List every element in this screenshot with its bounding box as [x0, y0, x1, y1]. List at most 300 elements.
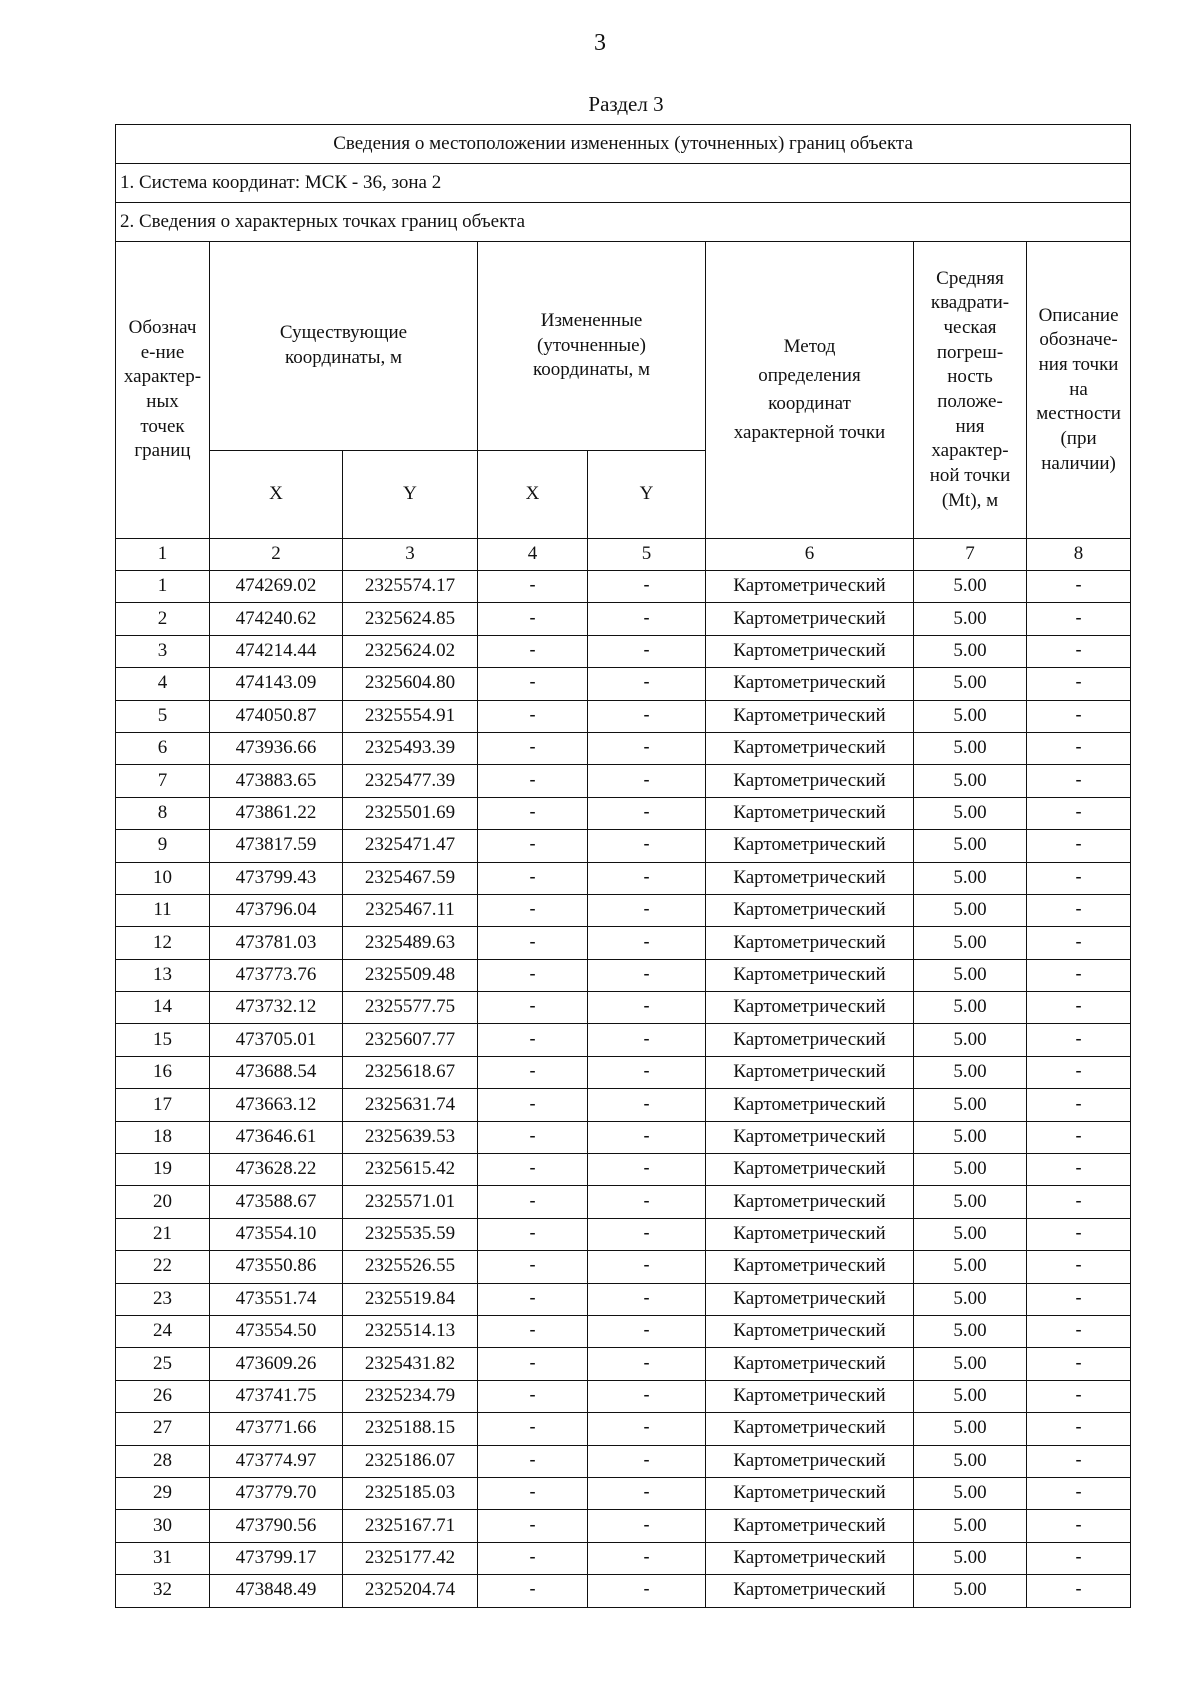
existing-y-cell: 2325554.91: [343, 700, 478, 732]
page-number: 3: [594, 30, 606, 56]
existing-x-cell: 473799.43: [210, 862, 343, 894]
description-cell: -: [1027, 1510, 1131, 1542]
table-row: [116, 603, 1131, 635]
table-row: [116, 1477, 1131, 1509]
table-row: [116, 1024, 1131, 1056]
changed-y-cell: -: [588, 1575, 706, 1607]
point-number-cell: 21: [116, 1218, 210, 1250]
method-cell: Картометрический: [706, 1154, 914, 1186]
points-section-header: 2. Сведения о характерных точках границ объекта: [116, 203, 1131, 242]
changed-y-cell: -: [588, 1348, 706, 1380]
description-cell: -: [1027, 732, 1131, 764]
existing-y-cell: 2325431.82: [343, 1348, 478, 1380]
header-changed-coordinates: Измененные (уточненные) координаты, м: [478, 242, 706, 451]
existing-x-cell: 473773.76: [210, 959, 343, 991]
mean-square-error-cell: 5.00: [914, 1154, 1027, 1186]
method-cell: Картометрический: [706, 1024, 914, 1056]
existing-y-cell: 2325519.84: [343, 1283, 478, 1315]
changed-y-cell: -: [588, 700, 706, 732]
changed-y-cell: -: [588, 1477, 706, 1509]
existing-x-cell: 473554.10: [210, 1218, 343, 1250]
changed-x-cell: -: [478, 797, 588, 829]
mean-square-error-cell: 5.00: [914, 635, 1027, 667]
mean-square-error-cell: 5.00: [914, 1024, 1027, 1056]
existing-y-cell: 2325624.85: [343, 603, 478, 635]
existing-y-cell: 2325631.74: [343, 1089, 478, 1121]
changed-y-cell: -: [588, 668, 706, 700]
description-cell: -: [1027, 1218, 1131, 1250]
changed-x-cell: -: [478, 1186, 588, 1218]
boundary-points-table: [115, 124, 1131, 1608]
point-number-cell: 22: [116, 1251, 210, 1283]
method-cell: Картометрический: [706, 1380, 914, 1412]
table-row: [116, 1056, 1131, 1088]
table-row: [116, 862, 1131, 894]
existing-x-cell: 473796.04: [210, 894, 343, 926]
mean-square-error-cell: 5.00: [914, 1121, 1027, 1153]
existing-x-cell: 473883.65: [210, 765, 343, 797]
existing-y-cell: 2325509.48: [343, 959, 478, 991]
changed-x-cell: -: [478, 765, 588, 797]
existing-y-cell: 2325204.74: [343, 1575, 478, 1607]
column-number: 6: [706, 539, 914, 571]
mean-square-error-cell: 5.00: [914, 700, 1027, 732]
existing-y-cell: 2325607.77: [343, 1024, 478, 1056]
description-cell: -: [1027, 1445, 1131, 1477]
existing-y-cell: 2325639.53: [343, 1121, 478, 1153]
mean-square-error-cell: 5.00: [914, 1283, 1027, 1315]
existing-y-cell: 2325574.17: [343, 571, 478, 603]
table-row: [116, 894, 1131, 926]
description-cell: -: [1027, 1089, 1131, 1121]
changed-y-cell: -: [588, 635, 706, 667]
changed-y-cell: -: [588, 571, 706, 603]
mean-square-error-cell: 5.00: [914, 1056, 1027, 1088]
mean-square-error-cell: 5.00: [914, 959, 1027, 991]
description-cell: -: [1027, 1477, 1131, 1509]
point-number-cell: 20: [116, 1186, 210, 1218]
point-number-cell: 9: [116, 830, 210, 862]
changed-x-cell: -: [478, 959, 588, 991]
point-number-cell: 4: [116, 668, 210, 700]
mean-square-error-cell: 5.00: [914, 571, 1027, 603]
column-number: 8: [1027, 539, 1131, 571]
method-cell: Картометрический: [706, 635, 914, 667]
table-row: [116, 1154, 1131, 1186]
changed-x-cell: -: [478, 732, 588, 764]
method-cell: Картометрический: [706, 700, 914, 732]
changed-x-cell: -: [478, 1218, 588, 1250]
table-row: [116, 830, 1131, 862]
description-cell: -: [1027, 959, 1131, 991]
existing-x-cell: 473936.66: [210, 732, 343, 764]
mean-square-error-cell: 5.00: [914, 603, 1027, 635]
existing-x-cell: 473817.59: [210, 830, 343, 862]
existing-y-cell: 2325618.67: [343, 1056, 478, 1088]
header-existing-x: X: [210, 451, 343, 539]
existing-y-cell: 2325186.07: [343, 1445, 478, 1477]
point-number-cell: 15: [116, 1024, 210, 1056]
method-cell: Картометрический: [706, 862, 914, 894]
changed-x-cell: -: [478, 1575, 588, 1607]
existing-x-cell: 473848.49: [210, 1575, 343, 1607]
point-number-cell: 12: [116, 927, 210, 959]
existing-y-cell: 2325501.69: [343, 797, 478, 829]
existing-x-cell: 474143.09: [210, 668, 343, 700]
description-cell: -: [1027, 1575, 1131, 1607]
column-number: 4: [478, 539, 588, 571]
changed-x-cell: -: [478, 992, 588, 1024]
method-cell: Картометрический: [706, 1283, 914, 1315]
existing-y-cell: 2325604.80: [343, 668, 478, 700]
changed-x-cell: -: [478, 1445, 588, 1477]
mean-square-error-cell: 5.00: [914, 1542, 1027, 1574]
method-cell: Картометрический: [706, 1575, 914, 1607]
changed-y-cell: -: [588, 1218, 706, 1250]
column-number: 7: [914, 539, 1027, 571]
section-title: Раздел 3: [588, 92, 664, 116]
column-number: 2: [210, 539, 343, 571]
description-cell: -: [1027, 894, 1131, 926]
existing-x-cell: 473741.75: [210, 1380, 343, 1412]
changed-x-cell: -: [478, 1024, 588, 1056]
existing-x-cell: 473551.74: [210, 1283, 343, 1315]
method-cell: Картометрический: [706, 765, 914, 797]
changed-x-cell: -: [478, 1348, 588, 1380]
description-cell: -: [1027, 1348, 1131, 1380]
changed-x-cell: -: [478, 1056, 588, 1088]
changed-y-cell: -: [588, 1445, 706, 1477]
changed-x-cell: -: [478, 1089, 588, 1121]
mean-square-error-cell: 5.00: [914, 894, 1027, 926]
existing-x-cell: 473790.56: [210, 1510, 343, 1542]
method-cell: Картометрический: [706, 571, 914, 603]
mean-square-error-cell: 5.00: [914, 1510, 1027, 1542]
description-cell: -: [1027, 1380, 1131, 1412]
point-number-cell: 23: [116, 1283, 210, 1315]
changed-y-cell: -: [588, 1315, 706, 1347]
existing-x-cell: 473771.66: [210, 1413, 343, 1445]
existing-y-cell: 2325467.59: [343, 862, 478, 894]
existing-x-cell: 473550.86: [210, 1251, 343, 1283]
description-cell: -: [1027, 992, 1131, 1024]
table-row: [116, 797, 1131, 829]
method-cell: Картометрический: [706, 992, 914, 1024]
table-row: [116, 1315, 1131, 1347]
method-cell: Картометрический: [706, 1413, 914, 1445]
changed-x-cell: -: [478, 1251, 588, 1283]
description-cell: -: [1027, 668, 1131, 700]
method-cell: Картометрический: [706, 1445, 914, 1477]
changed-x-cell: -: [478, 700, 588, 732]
changed-y-cell: -: [588, 1413, 706, 1445]
point-number-cell: 16: [116, 1056, 210, 1088]
mean-square-error-cell: 5.00: [914, 927, 1027, 959]
method-cell: Картометрический: [706, 959, 914, 991]
description-cell: -: [1027, 700, 1131, 732]
changed-x-cell: -: [478, 603, 588, 635]
changed-y-cell: -: [588, 862, 706, 894]
header-mean-square-error: Средняя квадрати- ческая погреш- ность положе- ния характер- ной точки (Mt), м: [914, 242, 1027, 539]
existing-y-cell: 2325577.75: [343, 992, 478, 1024]
point-number-cell: 26: [116, 1380, 210, 1412]
table-row: [116, 1251, 1131, 1283]
changed-x-cell: -: [478, 668, 588, 700]
changed-y-cell: -: [588, 927, 706, 959]
point-number-cell: 31: [116, 1542, 210, 1574]
point-number-cell: 27: [116, 1413, 210, 1445]
mean-square-error-cell: 5.00: [914, 1445, 1027, 1477]
description-cell: -: [1027, 927, 1131, 959]
changed-y-cell: -: [588, 992, 706, 1024]
changed-y-cell: -: [588, 1542, 706, 1574]
description-cell: -: [1027, 862, 1131, 894]
method-cell: Картометрический: [706, 1218, 914, 1250]
changed-y-cell: -: [588, 797, 706, 829]
changed-x-cell: -: [478, 1542, 588, 1574]
method-cell: Картометрический: [706, 894, 914, 926]
method-cell: Картометрический: [706, 1186, 914, 1218]
point-number-cell: 5: [116, 700, 210, 732]
existing-x-cell: 473779.70: [210, 1477, 343, 1509]
existing-y-cell: 2325624.02: [343, 635, 478, 667]
existing-x-cell: 474269.02: [210, 571, 343, 603]
changed-y-cell: -: [588, 765, 706, 797]
changed-y-cell: -: [588, 894, 706, 926]
changed-y-cell: -: [588, 830, 706, 862]
description-cell: -: [1027, 1283, 1131, 1315]
point-number-cell: 18: [116, 1121, 210, 1153]
header-changed-y: Y: [588, 451, 706, 539]
column-number: 3: [343, 539, 478, 571]
existing-x-cell: 473732.12: [210, 992, 343, 1024]
changed-x-cell: -: [478, 1121, 588, 1153]
table-row: [116, 927, 1131, 959]
point-number-cell: 32: [116, 1575, 210, 1607]
existing-y-cell: 2325514.13: [343, 1315, 478, 1347]
mean-square-error-cell: 5.00: [914, 1575, 1027, 1607]
table-row: [116, 992, 1131, 1024]
changed-y-cell: -: [588, 1121, 706, 1153]
existing-y-cell: 2325493.39: [343, 732, 478, 764]
changed-y-cell: -: [588, 1510, 706, 1542]
table-row: [116, 1445, 1131, 1477]
point-number-cell: 7: [116, 765, 210, 797]
description-cell: -: [1027, 1413, 1131, 1445]
description-cell: -: [1027, 635, 1131, 667]
mean-square-error-cell: 5.00: [914, 765, 1027, 797]
changed-y-cell: -: [588, 1186, 706, 1218]
point-number-cell: 10: [116, 862, 210, 894]
description-cell: -: [1027, 1121, 1131, 1153]
method-cell: Картометрический: [706, 1056, 914, 1088]
existing-y-cell: 2325477.39: [343, 765, 478, 797]
changed-y-cell: -: [588, 1089, 706, 1121]
table-row: [116, 700, 1131, 732]
table-row: [116, 1575, 1131, 1607]
table-row: [116, 1348, 1131, 1380]
table-row: [116, 1413, 1131, 1445]
mean-square-error-cell: 5.00: [914, 668, 1027, 700]
table-row: [116, 1542, 1131, 1574]
header-existing-y: Y: [343, 451, 478, 539]
method-cell: Картометрический: [706, 1251, 914, 1283]
changed-x-cell: -: [478, 1477, 588, 1509]
description-cell: -: [1027, 830, 1131, 862]
existing-x-cell: 474050.87: [210, 700, 343, 732]
point-number-cell: 24: [116, 1315, 210, 1347]
changed-y-cell: -: [588, 1251, 706, 1283]
point-number-cell: 25: [116, 1348, 210, 1380]
point-number-cell: 1: [116, 571, 210, 603]
mean-square-error-cell: 5.00: [914, 1251, 1027, 1283]
description-cell: -: [1027, 1315, 1131, 1347]
point-number-cell: 6: [116, 732, 210, 764]
table-row: [116, 1186, 1131, 1218]
point-number-cell: 17: [116, 1089, 210, 1121]
existing-y-cell: 2325177.42: [343, 1542, 478, 1574]
point-number-cell: 28: [116, 1445, 210, 1477]
method-cell: Картометрический: [706, 1315, 914, 1347]
existing-y-cell: 2325535.59: [343, 1218, 478, 1250]
mean-square-error-cell: 5.00: [914, 862, 1027, 894]
changed-y-cell: -: [588, 732, 706, 764]
changed-x-cell: -: [478, 862, 588, 894]
existing-x-cell: 473799.17: [210, 1542, 343, 1574]
point-number-cell: 8: [116, 797, 210, 829]
table-row: [116, 1510, 1131, 1542]
existing-x-cell: 473705.01: [210, 1024, 343, 1056]
changed-y-cell: -: [588, 1154, 706, 1186]
existing-x-cell: 473646.61: [210, 1121, 343, 1153]
existing-x-cell: 473781.03: [210, 927, 343, 959]
table-title: Сведения о местоположении измененных (уточненных) границ объекта: [116, 125, 1131, 164]
changed-x-cell: -: [478, 1315, 588, 1347]
existing-x-cell: 473554.50: [210, 1315, 343, 1347]
description-cell: -: [1027, 1056, 1131, 1088]
existing-x-cell: 473663.12: [210, 1089, 343, 1121]
method-cell: Картометрический: [706, 1348, 914, 1380]
method-cell: Картометрический: [706, 1121, 914, 1153]
method-cell: Картометрический: [706, 732, 914, 764]
changed-y-cell: -: [588, 959, 706, 991]
mean-square-error-cell: 5.00: [914, 1413, 1027, 1445]
table-row: [116, 571, 1131, 603]
existing-x-cell: 473774.97: [210, 1445, 343, 1477]
description-cell: -: [1027, 1186, 1131, 1218]
description-cell: -: [1027, 1251, 1131, 1283]
header-changed-x: X: [478, 451, 588, 539]
changed-y-cell: -: [588, 1024, 706, 1056]
existing-y-cell: 2325615.42: [343, 1154, 478, 1186]
changed-x-cell: -: [478, 571, 588, 603]
existing-y-cell: 2325526.55: [343, 1251, 478, 1283]
existing-y-cell: 2325188.15: [343, 1413, 478, 1445]
existing-y-cell: 2325467.11: [343, 894, 478, 926]
existing-x-cell: 473861.22: [210, 797, 343, 829]
point-number-cell: 3: [116, 635, 210, 667]
existing-x-cell: 474240.62: [210, 603, 343, 635]
existing-y-cell: 2325234.79: [343, 1380, 478, 1412]
column-number: 1: [116, 539, 210, 571]
mean-square-error-cell: 5.00: [914, 830, 1027, 862]
mean-square-error-cell: 5.00: [914, 1380, 1027, 1412]
description-cell: -: [1027, 1024, 1131, 1056]
changed-y-cell: -: [588, 1380, 706, 1412]
description-cell: -: [1027, 797, 1131, 829]
table-row: [116, 1121, 1131, 1153]
method-cell: Картометрический: [706, 797, 914, 829]
changed-x-cell: -: [478, 894, 588, 926]
header-description: Описание обозначе- ния точки на местности (при наличии): [1027, 242, 1131, 539]
mean-square-error-cell: 5.00: [914, 1218, 1027, 1250]
column-numbers-row: [116, 539, 1131, 571]
mean-square-error-cell: 5.00: [914, 1477, 1027, 1509]
existing-x-cell: 473628.22: [210, 1154, 343, 1186]
existing-y-cell: 2325167.71: [343, 1510, 478, 1542]
point-number-cell: 30: [116, 1510, 210, 1542]
table-row: [116, 732, 1131, 764]
point-number-cell: 29: [116, 1477, 210, 1509]
existing-x-cell: 473588.67: [210, 1186, 343, 1218]
existing-x-cell: 473688.54: [210, 1056, 343, 1088]
table-row: [116, 1089, 1131, 1121]
method-cell: Картометрический: [706, 1510, 914, 1542]
point-number-cell: 11: [116, 894, 210, 926]
existing-y-cell: 2325571.01: [343, 1186, 478, 1218]
mean-square-error-cell: 5.00: [914, 1089, 1027, 1121]
mean-square-error-cell: 5.00: [914, 732, 1027, 764]
mean-square-error-cell: 5.00: [914, 1348, 1027, 1380]
description-cell: -: [1027, 603, 1131, 635]
description-cell: -: [1027, 571, 1131, 603]
method-cell: Картометрический: [706, 1477, 914, 1509]
changed-x-cell: -: [478, 635, 588, 667]
table-row: [116, 765, 1131, 797]
table-row: [116, 635, 1131, 667]
mean-square-error-cell: 5.00: [914, 1186, 1027, 1218]
changed-x-cell: -: [478, 1413, 588, 1445]
table-row: [116, 668, 1131, 700]
method-cell: Картометрический: [706, 830, 914, 862]
point-number-cell: 19: [116, 1154, 210, 1186]
column-number: 5: [588, 539, 706, 571]
coordinate-system: 1. Система координат: МСК - 36, зона 2: [116, 164, 1131, 203]
changed-x-cell: -: [478, 1510, 588, 1542]
table-row: [116, 959, 1131, 991]
method-cell: Картометрический: [706, 927, 914, 959]
method-cell: Картометрический: [706, 1542, 914, 1574]
table-row: [116, 1218, 1131, 1250]
existing-y-cell: 2325185.03: [343, 1477, 478, 1509]
changed-x-cell: -: [478, 830, 588, 862]
description-cell: -: [1027, 1154, 1131, 1186]
mean-square-error-cell: 5.00: [914, 992, 1027, 1024]
changed-x-cell: -: [478, 1380, 588, 1412]
header-existing-coordinates: Существующие координаты, м: [210, 242, 478, 451]
changed-x-cell: -: [478, 1283, 588, 1315]
existing-y-cell: 2325489.63: [343, 927, 478, 959]
existing-x-cell: 474214.44: [210, 635, 343, 667]
mean-square-error-cell: 5.00: [914, 1315, 1027, 1347]
changed-y-cell: -: [588, 603, 706, 635]
changed-y-cell: -: [588, 1283, 706, 1315]
method-cell: Картометрический: [706, 603, 914, 635]
changed-x-cell: -: [478, 1154, 588, 1186]
method-cell: Картометрический: [706, 1089, 914, 1121]
method-cell: Картометрический: [706, 668, 914, 700]
point-number-cell: 13: [116, 959, 210, 991]
